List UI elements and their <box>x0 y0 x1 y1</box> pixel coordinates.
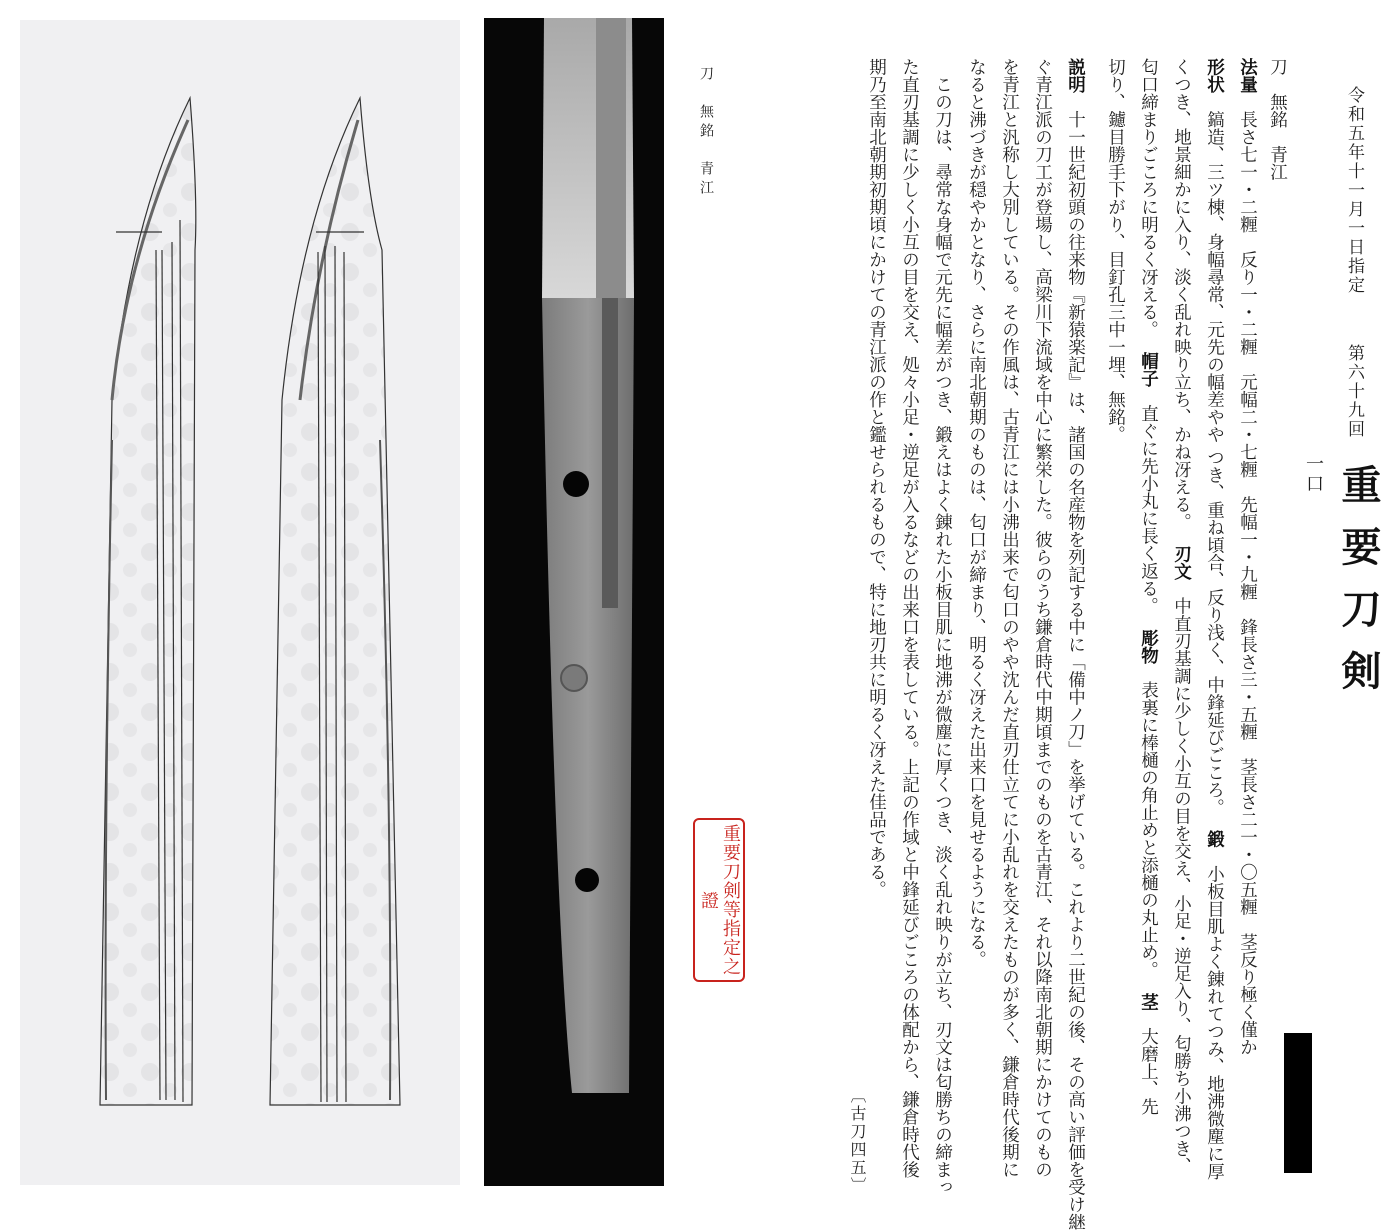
explanation-line-1: 説明 十一世紀初頭の往来物『新猿楽記』は、諸国の名産物を列記する中に「備中ノ刀」を挙げている。これより二世紀の後、その高い評価を受け継 <box>1065 58 1086 1231</box>
label-explanation: 説明 <box>1065 58 1086 93</box>
explanation-line-5: この刀は、尋常な身幅で元先に幅差がつき、鍛えはよく錬れた小板目肌に地沸が微塵に厚くつき、淡く乱れ映りが立ち、刃文は匂勝ちの締まっ <box>932 58 953 1196</box>
sword-name: 刀 無銘 青江 <box>1267 58 1288 181</box>
label-forging: 鍛 <box>1204 830 1225 848</box>
mekugi-ana-1 <box>563 471 589 497</box>
reference-footnote: 〔古刀四五〕 <box>848 1087 867 1195</box>
page-title: 重要刀剣 <box>1335 464 1382 712</box>
shape-line: 形状 鎬造、三ツ棟、身幅尋常、元先の幅差やや つき、重ね頃合、反り浅く、中鋒延びごころ。鍛 小板目肌よく錬れてつみ、地沸微塵に厚 <box>1204 58 1225 1181</box>
oshigata-blade-back <box>270 98 400 1105</box>
redaction-bar <box>1284 1033 1312 1173</box>
label-measurements: 法量 <box>1237 58 1258 93</box>
groove-on-tang <box>602 298 618 608</box>
photo-caption: 刀 無銘 青江 <box>698 66 714 199</box>
certification-seal <box>693 818 745 982</box>
groove-shadow <box>596 18 626 298</box>
explanation-line-6: た直刃基調に少しく小互の目を交え、処々小足・逆足が入るなどの出来口を表している。上記の作域と中鋒延びごころの体配から、鎌倉時代後 <box>899 58 920 1178</box>
oshigata-blade-outlines <box>20 20 460 1185</box>
label-shape: 形状 <box>1204 58 1225 93</box>
tang-photo-shapes <box>484 18 664 1186</box>
explanation-line-2: ぐ青江派の刀工が登場し、高梁川下流域を中心に繁栄した。彼らのうち鎌倉時代中期頃までのものを古青江、それ以降南北朝期にかけてのもの <box>1032 58 1053 1178</box>
jigane-line: くつき、地景細かに入り、淡く乱れ映り立ち、かね冴える。刃文 中直刃基調に少しく小互の目を交え、小足・逆足入り、匂勝ち小沸つき、 <box>1171 58 1192 1175</box>
explanation-line-7: 期乃至南北朝期初期頃にかけての青江派の作と鑑せられるもので、特に地刃共に明るく冴えた佳品である。 <box>866 58 887 898</box>
seal-text: 重要刀剣等指定之證 <box>698 824 741 976</box>
sword-photograph <box>484 18 664 1186</box>
oshigata-blade-front <box>100 98 196 1105</box>
designation-date: 令和五年十一月一日指定 <box>1344 86 1364 295</box>
label-boshi: 帽子 <box>1138 352 1159 387</box>
measurements-line: 法量 長さ七一・二糎 反り一・二糎 元幅二・七糎 先幅一・九糎 鋒長さ三・五糎 茎長さ二一・〇五糎 茎反り極く僅か <box>1237 58 1258 1056</box>
oshigata-drawing <box>20 20 460 1185</box>
label-nakago: 茎 <box>1138 992 1159 1010</box>
label-horimono: 彫物 <box>1138 628 1159 664</box>
nakago-line: 切り、鑢目勝手下がり、目釘孔三中一埋、無銘。 <box>1105 58 1126 443</box>
explanation-line-4: なると沸づきが穏やかとなり、さらに南北朝期のものは、匂口が締まり、明るく冴えた出来口を見せるようになる。 <box>966 58 987 968</box>
tang <box>542 298 634 1093</box>
item-count: 一口 <box>1303 454 1324 494</box>
mekugi-ana-2-plugged <box>561 665 587 691</box>
session-number: 第六十九回 <box>1344 344 1364 439</box>
mekugi-ana-3 <box>575 868 599 892</box>
boshi-line: 匂口締まりごころに明るく冴える。帽子 直ぐに先小丸に長く返る。彫物 表裏に棒樋の角止めと添樋の丸止め。茎 大磨上、先 <box>1138 58 1159 1115</box>
explanation-line-3: を青江と汎称し大別している。その作風は、古青江には小沸出来で匂口のやや沈んだ直刃仕立てに小乱れを交えたものが多く、鎌倉時代後期に <box>999 58 1020 1178</box>
label-hamon: 刃文 <box>1171 544 1192 580</box>
